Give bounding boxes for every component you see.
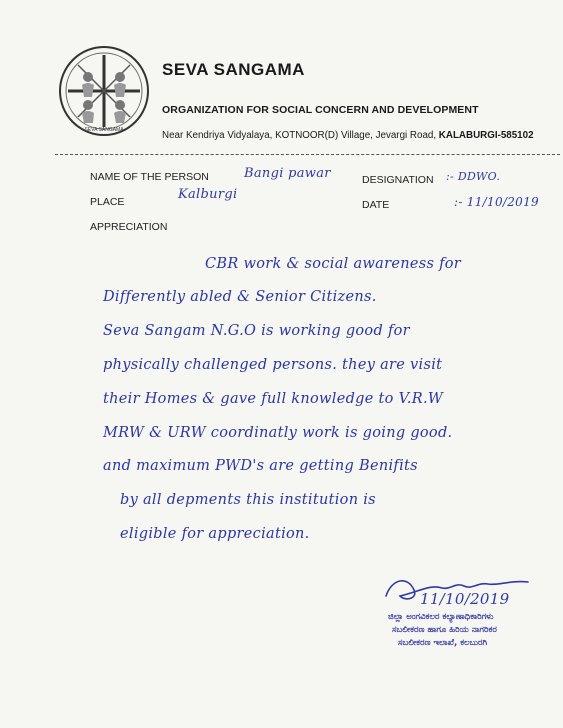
- org-address: [162, 130, 534, 141]
- stamp-line: ಸಬಲೀಕರಣ ಹಾಗೂ ಹಿರಿಯ ನಾಗರಿಕರ: [392, 625, 497, 635]
- label-name: NAME OF THE PERSON: [90, 171, 209, 183]
- stamp-line: ಸಬಲೀಕರಣ ಇಲಾಖೆ, ಕಲಬುರಗಿ: [398, 638, 488, 648]
- address-street: Near Kendriya Vidyalaya, KOTNOOR(D) Village, Jevargi Road,: [162, 130, 439, 141]
- seva-sangama-logo: [58, 45, 150, 137]
- logo-text: SEVA SANGAMA: [84, 127, 124, 133]
- appreciation-line: physically challenged persons. they are visit: [103, 357, 443, 373]
- stamp-line: ಜಿಲ್ಲಾ ಅಂಗವಿಕಲರ ಕಲ್ಯಾಣಾಧಿಕಾರಿಗಳು: [388, 612, 494, 622]
- signature-date: 11/10/2019: [420, 590, 510, 608]
- value-place: Kalburgi: [178, 187, 238, 202]
- appreciation-line: their Homes & gave full knowledge to V.R.W: [103, 391, 444, 407]
- label-date: DATE: [362, 199, 390, 211]
- org-name: SEVA SANGAMA: [162, 60, 305, 79]
- address-city: KALABURGI-585102: [438, 130, 534, 141]
- appreciation-line: eligible for appreciation.: [120, 526, 310, 542]
- label-designation: DESIGNATION: [362, 174, 434, 186]
- appreciation-line: Seva Sangam N.G.O is working good for: [103, 323, 410, 339]
- value-name: Bangi pawar: [244, 166, 331, 181]
- appreciation-line: by all depments this institution is: [120, 492, 376, 508]
- value-designation: :- DDWO.: [446, 170, 501, 183]
- appreciation-line: Differently abled & Senior Citizens.: [103, 289, 377, 305]
- label-appreciation: APPRECIATION: [90, 221, 168, 233]
- header-divider: [55, 154, 560, 155]
- appreciation-line: CBR work & social awareness for: [205, 256, 462, 272]
- appreciation-line: and maximum PWD's are getting Benifits: [103, 458, 418, 474]
- value-date: :- 11/10/2019: [454, 195, 539, 209]
- label-place: PLACE: [90, 196, 125, 208]
- appreciation-line: MRW & URW coordinatly work is going good.: [103, 425, 453, 441]
- org-subtitle: ORGANIZATION FOR SOCIAL CONCERN AND DEVELOPMENT: [162, 104, 479, 116]
